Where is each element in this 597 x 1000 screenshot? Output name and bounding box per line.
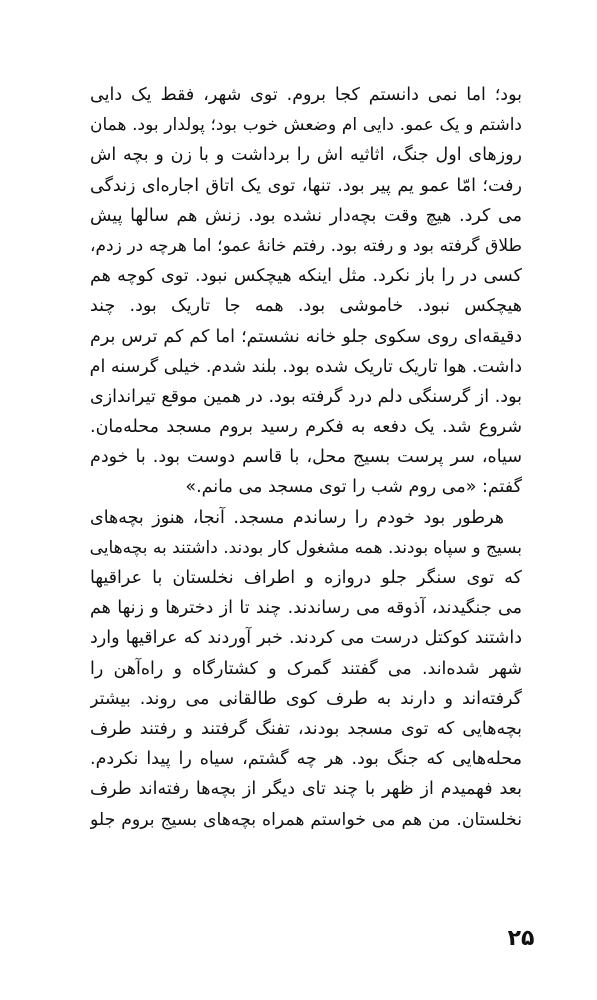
text-line: شهر شده‌اند. می گفتند گمرک و کشتارگاه و راه‌آهن را [90, 658, 522, 679]
text-line: گرفته‌اند و دارند به طرف کوی طالقانی می روند. بیشتر [90, 688, 522, 709]
paragraph-1 [90, 80, 522, 503]
text-line: طلاق گرفته بود و رفته بود. رفتم خانهٔ عمو؛ اما هرچه در زدم، [90, 235, 522, 256]
page-number: ۲۵ [507, 926, 535, 951]
text-line: بسیج و سپاه بودند. همه مشغول کار بودند. داشتند به بچه‌هایی [90, 537, 522, 558]
text-line: نخلستان. من هم می خواستم همراه بچه‌های بسیج بروم جلو [90, 809, 522, 830]
text-line: رفت؛ امّا عمو یم پیر بود. تنها، توی یک اتاق اجاره‌ای زندگی [90, 175, 522, 196]
text-line: می جنگیدند، آذوقه می رساندند. چند تا از دخترها و زنها هم [90, 598, 522, 619]
text-line: بچه‌هایی که توی مسجد بودند، تفنگ گرفتند و رفتند طرف [90, 718, 522, 739]
text-line: داشتند کوکتل درست می کردند. خبر آوردند که عراقیها وارد [90, 628, 522, 649]
text-line: شروع شد. یک دفعه به فکرم رسید بروم مسجد محله‌مان. [90, 417, 522, 438]
text-line: گفتم: «می روم شب را توی مسجد می مانم.» [185, 477, 522, 498]
text-line: داشت. هوا تاریک تاریک شده بود. بلند شدم. خیلی گرسنه ام [90, 356, 522, 377]
text-line: بود؛ اما نمی دانستم کجا بروم. توی شهر، فقط یک دایی [90, 85, 522, 105]
text-line: که توی سنگر جلو دروازه و اطراف نخلستان با عراقیها [90, 568, 522, 588]
body-text [90, 80, 522, 835]
text-line: دقیقه‌ای روی سکوی جلو خانه نشستم؛ اما کم کم ترس برم [90, 326, 522, 347]
paragraph-2 [90, 503, 522, 835]
text-line: روزهای اول جنگ، اثاثیه اش را برداشت و با زن و بچه اش [90, 145, 522, 166]
text-line: بعد فهمیدم از ظهر با چند تای دیگر از بچه‌ها رفته‌اند طرف [90, 779, 522, 800]
text-line: داشتم و یک عمو. دایی ام وضعش خوب بود؛ پولدار بود. همان [90, 115, 522, 136]
text-line: محله‌هایی که جنگ بود. هر چه گشتم، سیاه را پیدا نکردم. [90, 749, 522, 770]
text-line: بود. از گرسنگی دلم درد گرفته بود. در همین موقع تیراندازی [90, 386, 522, 407]
text-line: هیچکس نبود. خاموشی بود. همه جا تاریک بود. چند [90, 296, 522, 317]
text-line: سیاه، سر پرست بسیج محل، با قاسم دوست بود. با خودم [90, 447, 522, 468]
text-line: می کرد. هیچ وقت بچه‌دار نشده بود. زنش هم سالها پیش [90, 205, 522, 226]
text-line: کسی در را باز نکرد. مثل اینکه هیچکس نبود. توی کوچه هم [90, 266, 522, 287]
text-line: هرطور بود خودم را رساندم مسجد. آنجا، هنوز بچه‌های [90, 507, 504, 528]
